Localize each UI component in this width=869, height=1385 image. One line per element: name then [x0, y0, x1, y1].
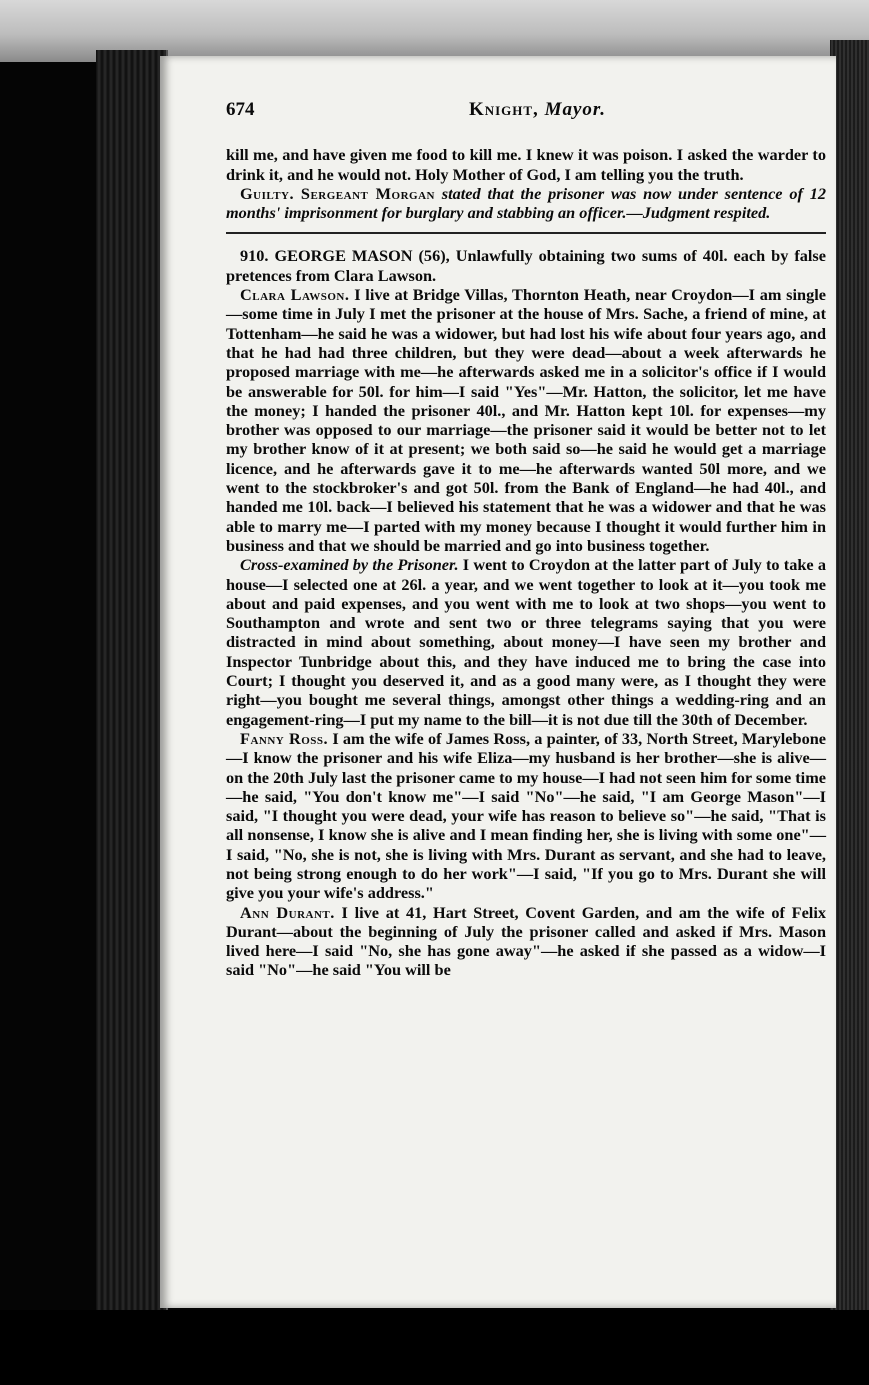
testimony-paragraph	[226, 285, 826, 555]
defendant-name: GEORGE MASON	[274, 246, 413, 266]
verdict: Guilty.	[240, 183, 295, 203]
testimony-text: I live at Bridge Villas, Thornton Heath, near Croydon—I am single—some time in July I met the prisoner at the house of Mrs. Sache, a friend of mine, at Tottenham—he said he was a widower, but had lost his wife about four years ago, and that he had had three children, but they were dead—about a week afterwards he proposed marriage with me—he afterwards asked me in a solicitor's office if I would be answerable for 50l. for him—I said "Yes"—Mr. Hatton, the solicitor, let me have the money; I handed the prisoner 40l., and Mr. Hatton kept 10l. for expenses—my brother was opposed to our marriage—the prisoner said it would be better not to let my brother know of it at present; we both said so—he said he would get a marriage licence, and he afterwards gave it to me—he afterwards wanted 50l more, and we went to the stockbroker's and got 50l. from the Bank of England—he had 40l., and handed me 10l. back—I believed his statement that he was a widower and that he was able to marry me—I parted with my money because I thought it would further him in business and that we should be married and go into business together.	[226, 285, 826, 555]
case-number: 910.	[240, 246, 269, 266]
case-heading	[226, 246, 826, 285]
officer-name: Sergeant Morgan	[300, 183, 435, 203]
testimony-text: I am the wife of James Ross, a painter, of 33, North Street, Marylebone—I know the prisoner and his wife Eliza—my husband is her brother—she is alive—on the 20th July last the prisoner came to my house—I had not seen him for some time—he said, "You don't know me"—I said "No"—he said, "I am George Mason"—I said, "I thought you were dead, your wife has reason to believe so"—he said, "That is all nonsense, I know she is alive and I mean finding her, she is living with some one"—I said, "No, she is not, she is living with Mrs. Durant as servant, and she had to leave, not being strong enough to do her work"—I said, "If you go to Mrs. Durant she will give you your wife's address."	[226, 728, 826, 903]
testimony-paragraph	[226, 903, 826, 980]
verdict-statement: stated that the prisoner was now under sentence of 12 months' imprisonment for burglary and stabbing an officer.—Judgment respited.	[226, 183, 826, 223]
cross-examination-label: Cross-examined by the Prisoner.	[240, 555, 459, 575]
book-binding	[96, 50, 168, 1315]
running-head-title: Mayor.	[544, 99, 606, 120]
testimony-text: I went to Croydon at the latter part of July to take a house—I selected one at 26l. a year, and we went together to look at it—you took me about and paid expenses, and you went with me to look at two shops—you went to Southampton and wrote and sent two or three telegrams saying that you were distracted in mind about something, about money—I have seen my brother and Inspector Tunbridge about this, and they have induced me to bring the case into Court; I thought you deserved it, and as a good many were, as I thought they were right—you bought me several things, amongst other things a wedding-ring and an engagement-ring—I put my name to the bill—it is not due till the 30th of December.	[226, 555, 826, 729]
verdict-paragraph	[226, 184, 826, 223]
testimony-paragraph	[226, 555, 826, 729]
page-content	[226, 100, 826, 980]
testimony-text: I live at 41, Hart Street, Covent Garden, and am the wife of Felix Durant—about the beginning of July the prisoner called and asked if Mrs. Mason lived here—I said "No, she has gone away"—he asked if she passed as a widow—I said "No"—he said "You will be	[226, 902, 826, 980]
witness-name: Clara Lawson.	[240, 285, 350, 305]
page-header	[226, 100, 606, 119]
running-head	[469, 100, 606, 119]
defendant-age: (56),	[418, 246, 450, 266]
case-divider	[226, 232, 826, 234]
book-page	[160, 56, 836, 1308]
testimony-paragraph	[226, 729, 826, 903]
running-head-name: Knight,	[468, 99, 539, 120]
bottom-margin-dark	[0, 1310, 869, 1385]
charge-text: Unlawfully obtaining two sums of 40l. each by false pretences from Clara Lawson.	[226, 246, 826, 285]
witness-name: Fanny Ross.	[240, 728, 329, 748]
prev-case-paragraph: kill me, and have given me food to kill me. I knew it was poison. I asked the warder to drink it, and he would not. Holy Mother of God, I am telling you the truth.	[226, 145, 826, 184]
witness-name: Ann Durant.	[240, 902, 335, 922]
page-number: 674	[226, 99, 255, 120]
